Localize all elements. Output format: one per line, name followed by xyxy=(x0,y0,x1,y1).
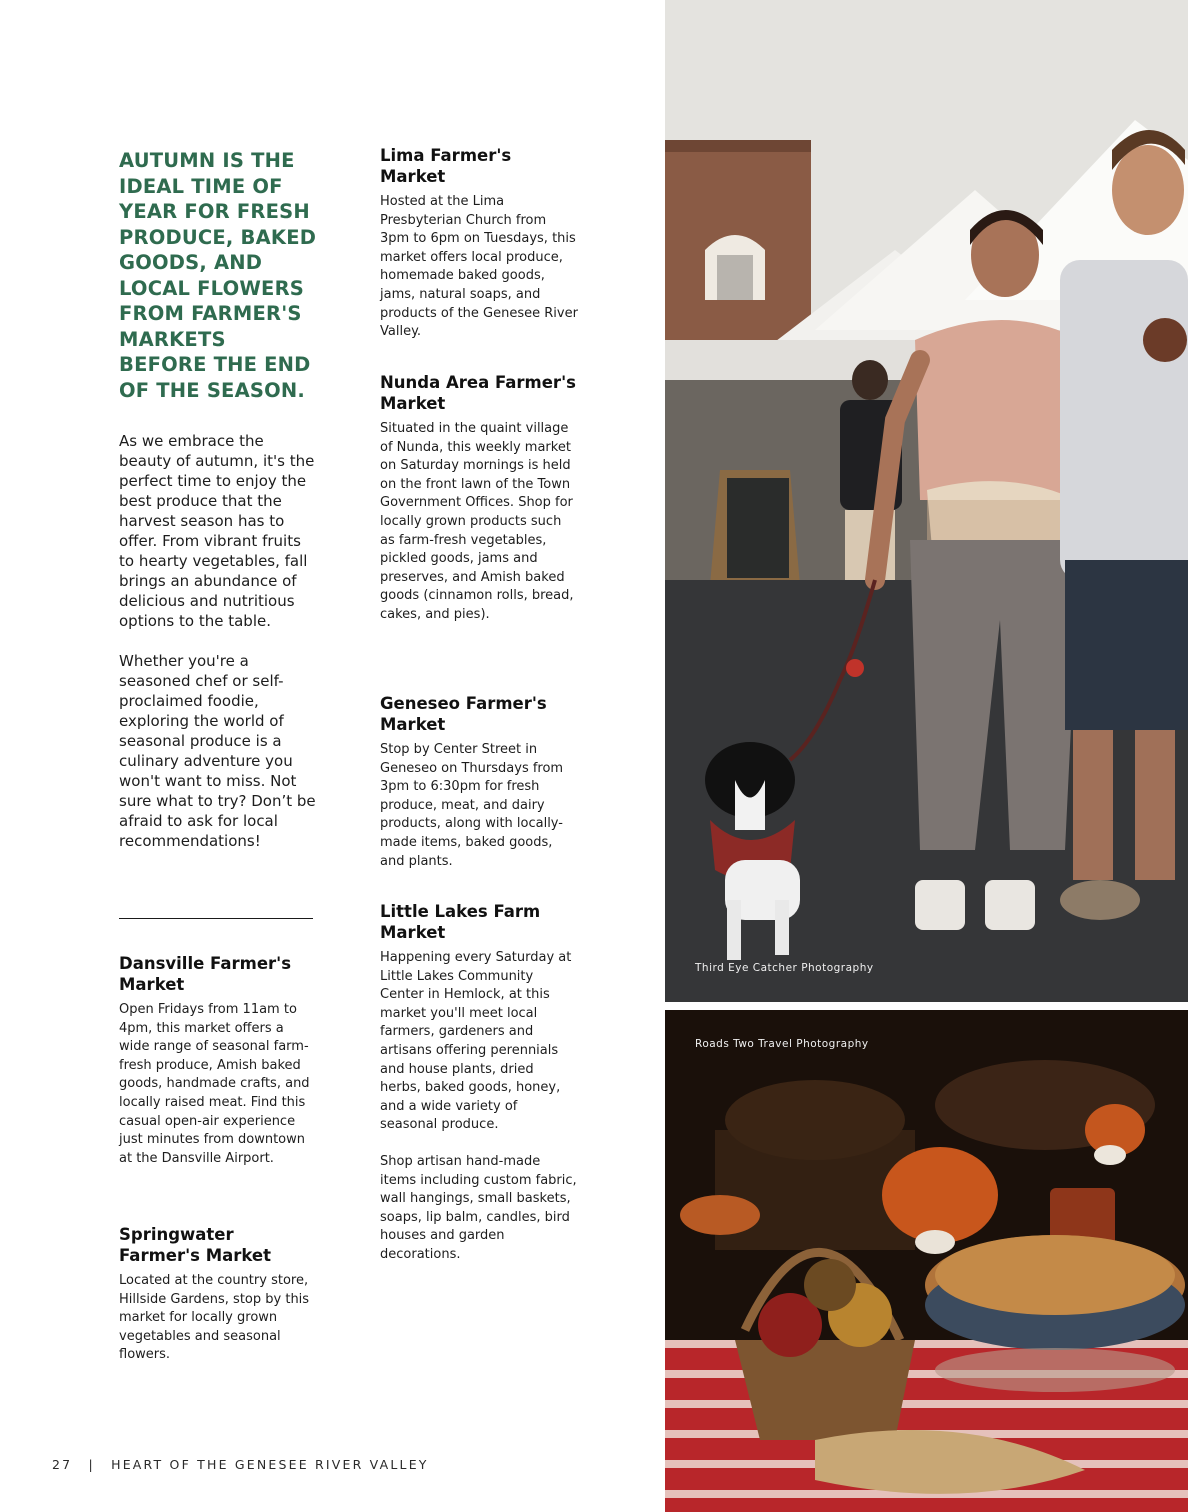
page-headline: AUTUMN IS THE IDEAL TIME OF YEAR FOR FRESH PRODUCE, BAKED GOODS, AND LOCAL FLOWERS FROM FARMER'S MARKETS BEFORE THE END OF THE SEASON. xyxy=(119,149,317,402)
bottom-photo-credit: Roads Two Travel Photography xyxy=(695,1038,869,1050)
market-description-extra: Shop artisan hand-made items including custom fabric, wall hangings, small baskets, soaps, lip balm, candles, bird houses and garden decorations. xyxy=(380,1153,577,1262)
page-footer xyxy=(52,1457,429,1472)
market-description: Happening every Saturday at Little Lakes Community Center in Hemlock, at this market you'll meet local farmers, gardeners and artisans offering perennials and house plants, dried herbs, baked goods, honey, and a wide variety of seasonal produce. xyxy=(380,950,572,1133)
market-title: Lima Farmer's Market xyxy=(380,146,512,186)
market-description: Hosted at the Lima Presbyterian Church from 3pm to 6pm on Tuesdays, this market offers local produce, homemade baked goods, jams, natural soaps, and products of the Genesee River Valley. xyxy=(380,194,578,340)
market-couple-photo xyxy=(665,0,1188,1002)
market-couple-illustration xyxy=(665,0,1188,1002)
left-column xyxy=(119,148,319,851)
market-dansville xyxy=(119,953,317,1168)
market-title: Nunda Area Farmer's Market xyxy=(380,373,576,413)
top-photo-credit: Third Eye Catcher Photography xyxy=(695,962,874,974)
market-description: Stop by Center Street in Geneseo on Thursdays from 3pm to 6:30pm for fresh produce, meat, and dairy products, along with locally-made items, baked goods, and plants. xyxy=(380,742,564,869)
publication-title: HEART OF THE GENESEE RIVER VALLEY xyxy=(111,1457,429,1472)
harvest-still-life-illustration xyxy=(665,1010,1188,1512)
market-description: Located at the country store, Hillside Gardens, stop by this market for locally grown vegetables and seasonal flowers. xyxy=(119,1273,310,1363)
page-number: 27 xyxy=(52,1457,73,1472)
section-divider xyxy=(119,918,313,919)
intro-paragraph-2: Whether you're a seasoned chef or self-proclaimed foodie, exploring the world of seasonal produce is a culinary adventure you won't want to miss. Not sure what to try? Don’t be afraid to ask for local recommendations! xyxy=(119,652,316,850)
market-nunda xyxy=(380,372,578,625)
intro-paragraph-1: As we embrace the beauty of autumn, it's the perfect time to enjoy the best produce that the harvest season has to offer. From vibrant fruits to hearty vegetables, fall brings an abundance of delicious and nutritious options to the table. xyxy=(119,432,315,630)
market-springwater xyxy=(119,1224,317,1365)
market-description: Open Fridays from 11am to 4pm, this market offers a wide range of seasonal farm-fresh produce, Amish baked goods, handmade crafts, and locally raised meat. Find this casual open-air experience just minutes from downtown at the Dansville Airport. xyxy=(119,1002,310,1166)
market-lima xyxy=(380,145,578,342)
market-geneseo xyxy=(380,693,578,871)
market-title: Dansville Farmer's Market xyxy=(119,954,292,994)
harvest-still-life-photo xyxy=(665,1010,1188,1512)
footer-separator: | xyxy=(88,1457,95,1472)
market-description: Situated in the quaint village of Nunda, this weekly market on Saturday mornings is held on the front lawn of the Town Government Offices. Shop for locally grown products such as farm-fresh vegetables, pickled goods, jams and preserves, and Amish baked goods (cinnamon rolls, bread, cakes, and pies). xyxy=(380,421,574,622)
market-title: Little Lakes Farm Market xyxy=(380,902,541,942)
market-title: Geneseo Farmer's Market xyxy=(380,694,547,734)
market-title: Springwater Farmer's Market xyxy=(119,1225,272,1265)
market-little-lakes xyxy=(380,901,578,1265)
